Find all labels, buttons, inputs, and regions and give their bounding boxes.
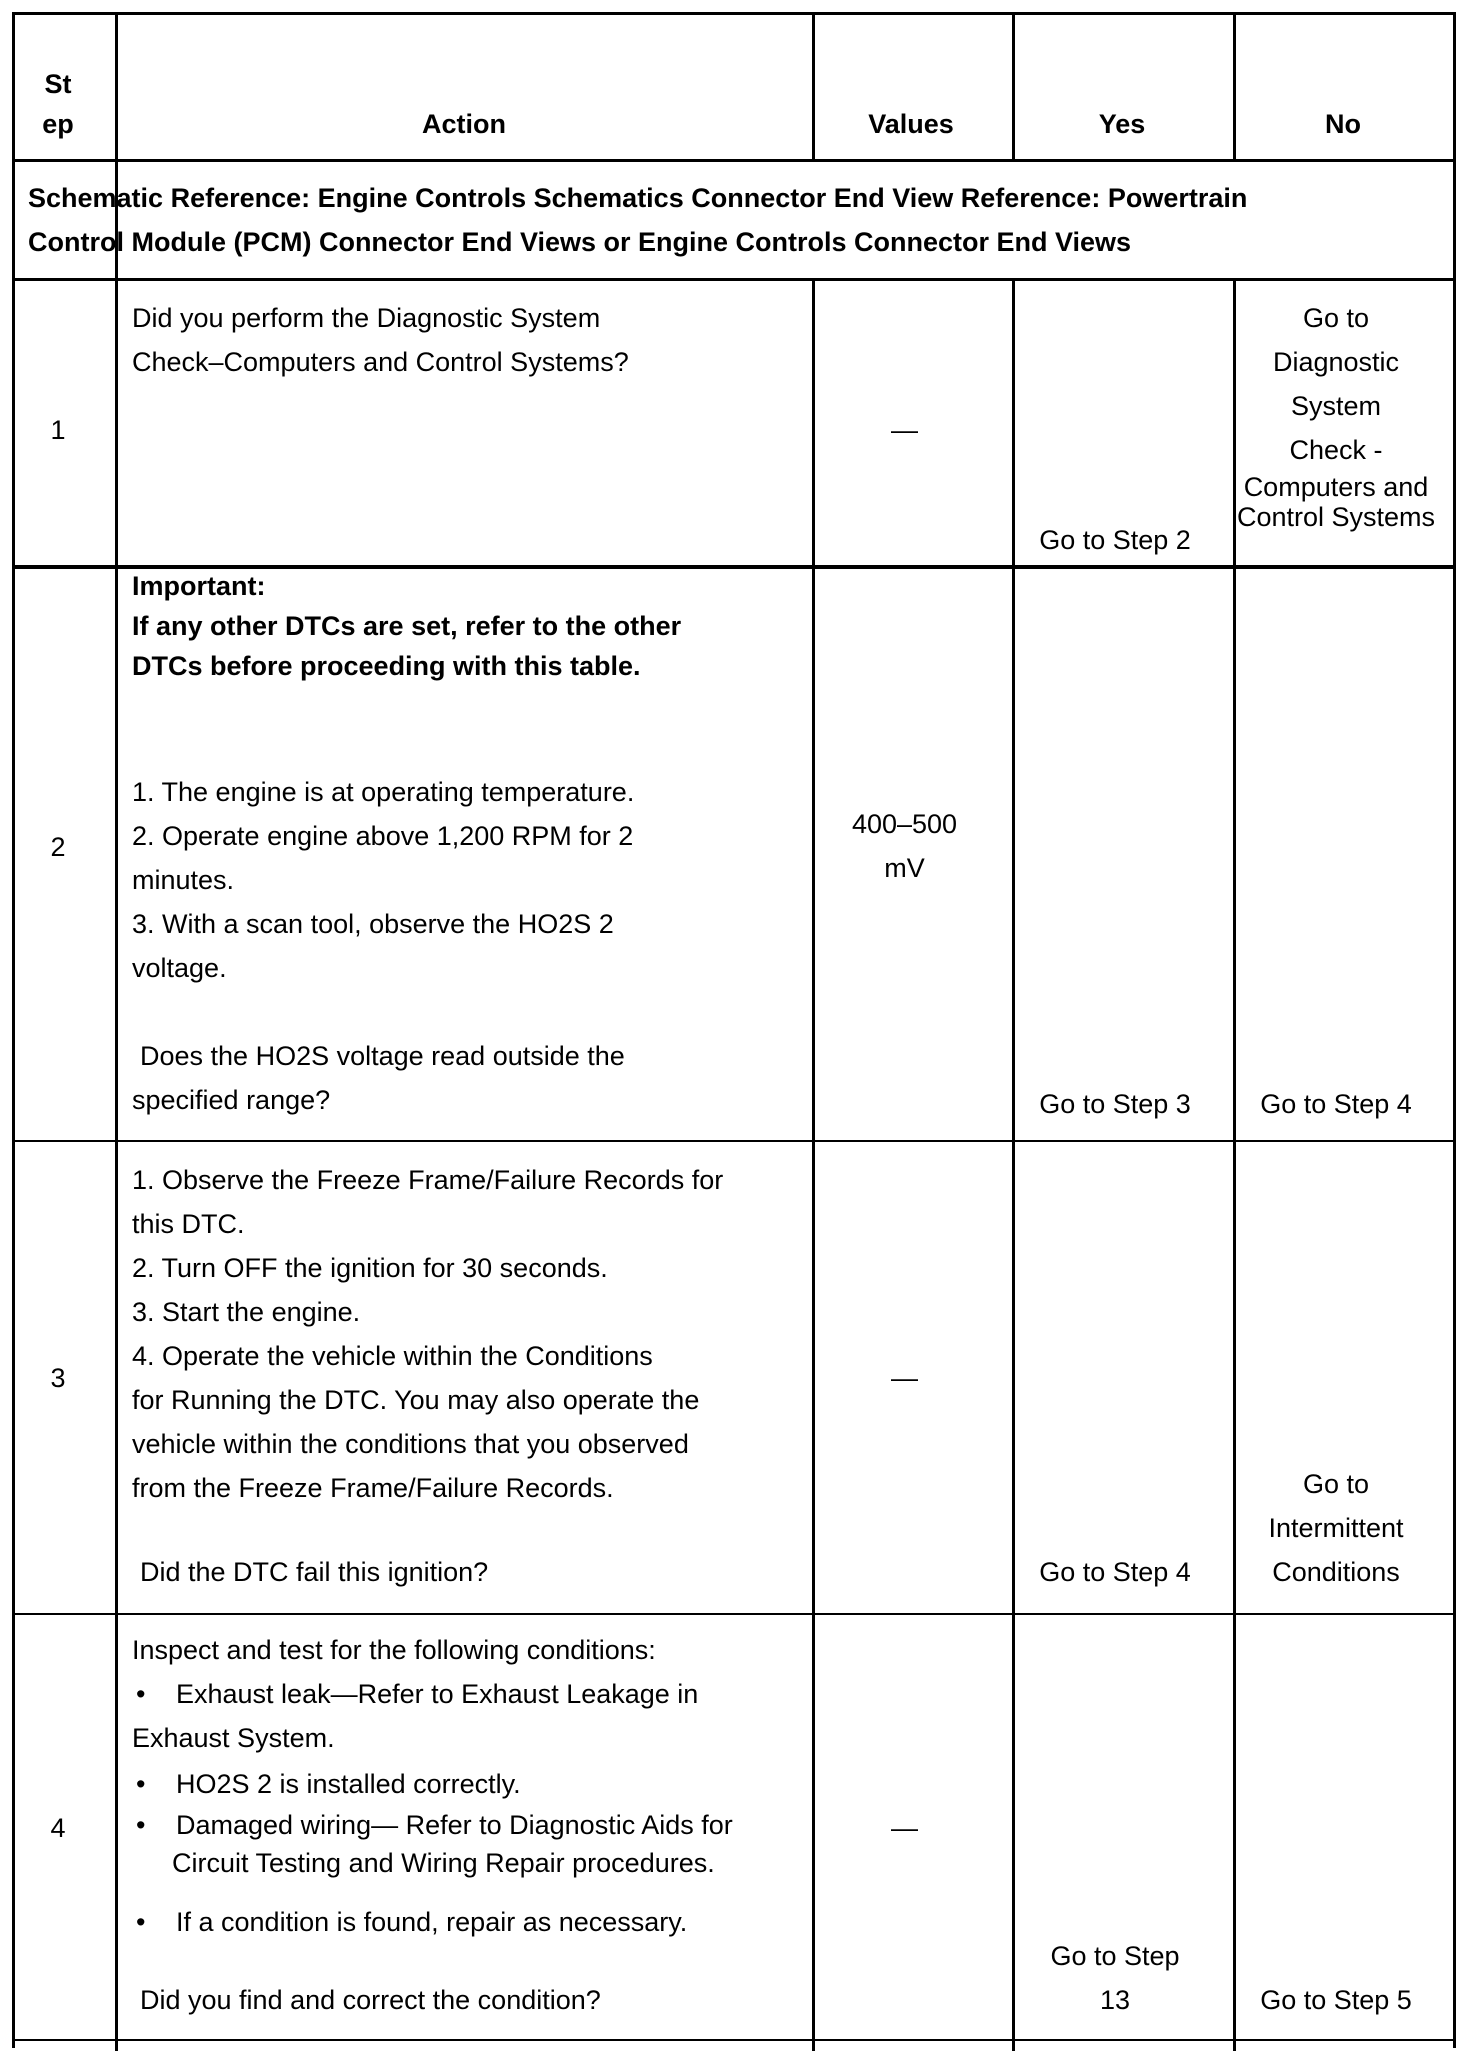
row3-yes: Go to Step 4 (1039, 1557, 1191, 1587)
no-line: Computers and (1243, 472, 1429, 502)
bullet-line (132, 1762, 792, 1806)
no-line: Check - (1289, 435, 1383, 465)
col-divider-step (115, 15, 118, 2051)
bullet-line (132, 1900, 792, 1944)
row4-bullet-2 (132, 1762, 792, 1806)
no-line: Intermittent (1268, 1513, 1404, 1543)
header-step (16, 64, 100, 144)
action-line: this DTC. (132, 1209, 245, 1239)
step-number: 3 (50, 1363, 66, 1393)
no-line: Go to (1302, 303, 1370, 333)
bullet-line: Circuit Testing and Wiring Repair procedures. (172, 1848, 715, 1878)
reference-line2: Control Module (PCM) Connector End Views or Engine Controls Connector End Views (28, 227, 1132, 257)
bullet-text: If a condition is found, repair as necessary. (176, 1907, 688, 1937)
row1-action (132, 296, 792, 384)
action-line: 1. The engine is at operating temperature. (132, 777, 635, 807)
row4-yes (1012, 1934, 1218, 2022)
bullet-icon: • (136, 1769, 146, 1799)
yes-line: 13 (1099, 1985, 1131, 2015)
row2-values (812, 802, 997, 890)
values-line: mV (884, 853, 925, 883)
bullet-icon: • (136, 1810, 146, 1840)
reference-line1: Schematic Reference: Engine Controls Schematics Connector End View Reference: Powertrain (28, 183, 1248, 213)
row1-yes: Go to Step 2 (1039, 525, 1191, 555)
row-divider-3 (15, 1613, 1453, 1615)
row3-action (132, 1158, 792, 1510)
row2-action (132, 770, 792, 990)
bullet-text: HO2S 2 is installed correctly. (176, 1769, 521, 1799)
row1-no (1233, 296, 1439, 532)
bullet-line: Exhaust System. (132, 1723, 335, 1753)
action-line: minutes. (132, 865, 235, 895)
yes-line: Go to Step (1050, 1941, 1180, 1971)
row-divider-2 (15, 1140, 1453, 1142)
bullet-text: Exhaust leak—Refer to Exhaust Leakage in (176, 1679, 699, 1709)
step-number: 2 (50, 832, 66, 862)
bullet-icon: • (136, 1679, 146, 1709)
row4-bullet-4 (132, 1900, 792, 1944)
action-line: vehicle within the conditions that you observed (132, 1429, 689, 1459)
row1-values: — (891, 415, 918, 445)
header-action: Action (422, 109, 506, 139)
row2-yes: Go to Step 3 (1039, 1089, 1191, 1119)
schematic-reference (28, 176, 1438, 264)
no-line: Conditions (1272, 1557, 1400, 1587)
action-line: 3. Start the engine. (132, 1297, 361, 1327)
important-line: If any other DTCs are set, refer to the other (132, 611, 682, 641)
action-line: voltage. (132, 953, 227, 983)
bullet-text: Damaged wiring— Refer to Diagnostic Aids for (176, 1810, 733, 1840)
row4-intro: Inspect and test for the following conditions: (132, 1635, 656, 1665)
row-divider-4 (15, 2039, 1453, 2041)
action-line: 4. Operate the vehicle within the Conditions (132, 1341, 653, 1371)
important-line: DTCs before proceeding with this table. (132, 651, 641, 681)
no-line: Diagnostic (1272, 347, 1400, 377)
important-note (132, 566, 792, 686)
col-divider-action (812, 280, 815, 2051)
action-line: 3. With a scan tool, observe the HO2S 2 (132, 909, 614, 939)
row4-no: Go to Step 5 (1260, 1985, 1412, 2015)
action-line: Check–Computers and Control Systems? (132, 347, 629, 377)
bullet-line (132, 1806, 792, 1844)
row2-no: Go to Step 4 (1260, 1089, 1412, 1119)
header-step-line2: ep (42, 109, 74, 139)
row3-question: Did the DTC fail this ignition? (140, 1557, 489, 1587)
row3-values: — (891, 1363, 918, 1393)
row4-values: — (891, 1813, 918, 1843)
header-values: Values (868, 109, 954, 139)
action-line: 1. Observe the Freeze Frame/Failure Records for (132, 1165, 724, 1195)
action-line: 2. Operate engine above 1,200 RPM for 2 (132, 821, 634, 851)
row4-bullet-3 (132, 1806, 792, 1882)
header-step-line1: St (44, 69, 72, 99)
action-line: for Running the DTC. You may also operate the (132, 1385, 700, 1415)
action-line: from the Freeze Frame/Failure Records. (132, 1473, 614, 1503)
row4-bullet-1 (132, 1672, 792, 1760)
row-divider-header (15, 159, 1453, 162)
row2-question (132, 1034, 792, 1122)
step-number: 1 (50, 415, 66, 445)
bullet-line (132, 1672, 792, 1716)
row-divider-reference (15, 278, 1453, 281)
row4-question: Did you find and correct the condition? (140, 1985, 601, 2015)
values-line: 400–500 (851, 809, 958, 839)
question-line: specified range? (132, 1085, 331, 1115)
header-no: No (1325, 109, 1361, 139)
header-yes: Yes (1098, 109, 1146, 139)
bullet-icon: • (136, 1907, 146, 1937)
no-line: Go to (1302, 1469, 1370, 1499)
no-line: Control Systems (1236, 502, 1436, 532)
step-number: 4 (50, 1813, 66, 1843)
no-line: System (1290, 391, 1382, 421)
action-line: Did you perform the Diagnostic System (132, 303, 601, 333)
question-line: Does the HO2S voltage read outside the (140, 1041, 625, 1071)
action-line: 2. Turn OFF the ignition for 30 seconds. (132, 1253, 608, 1283)
row3-no (1233, 1462, 1439, 1594)
col-divider-yes (1233, 280, 1236, 2051)
important-label: Important: (132, 571, 266, 601)
